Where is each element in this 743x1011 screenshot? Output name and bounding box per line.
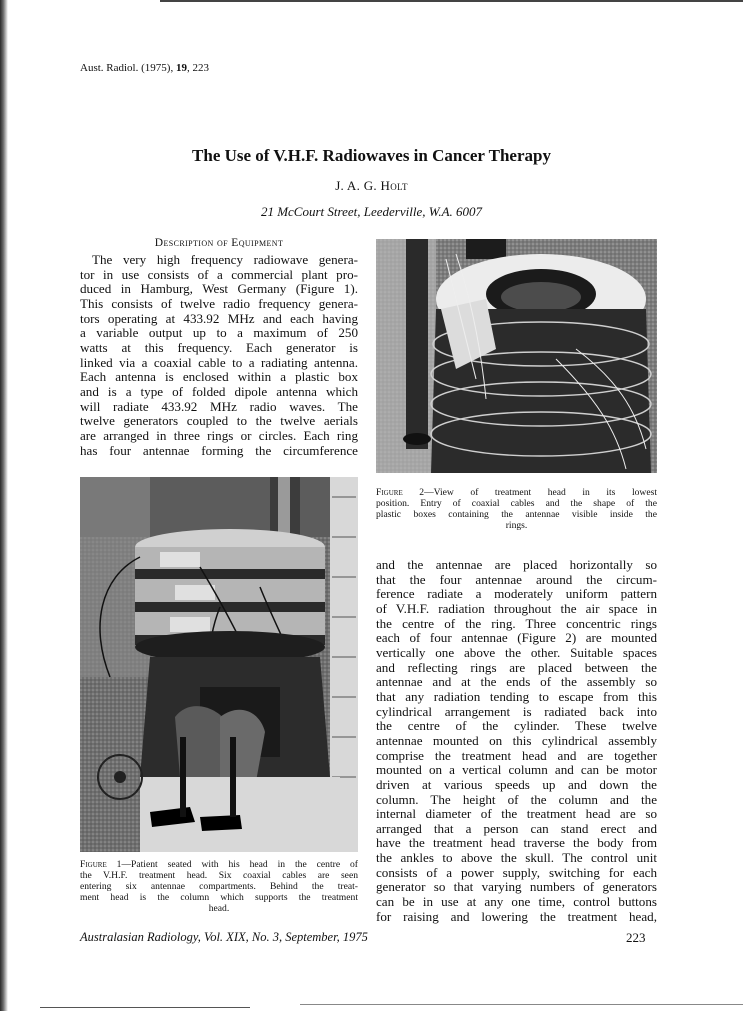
text-line: vertically one above the other. Suitable spaces (376, 644, 657, 660)
body-text-right-column (376, 558, 657, 924)
text-line: will radiate 433.92 MHz radio waves. The (80, 398, 358, 414)
section-heading: Description of Equipment (154, 237, 284, 249)
caption-line: the V.H.F. treatment head. Six coaxial cables are seen (80, 870, 358, 881)
caption-line: ment head is the column which supports the treatment (80, 892, 358, 903)
text-line: internal diameter of the treatment head are so (376, 806, 657, 822)
text-line: The very high frequency radiowave genera- (92, 252, 358, 267)
text-line: tor in use consists of a commercial plant pro- (80, 266, 358, 282)
text-line: has four antennae forming the circumference (80, 442, 358, 458)
text-line: consists of a power supply, switching for each (376, 864, 657, 880)
text-line: tors operating at 433.92 MHz and each having (80, 310, 358, 326)
text-line: ference radiate a moderately uniform pattern (376, 586, 657, 602)
journal-citation: Aust. Radiol. (1975), 19, 223 (80, 62, 209, 74)
text-line: arranged that a person can stand erect and (376, 820, 657, 836)
journal-footer: Australasian Radiology, Vol. XIX, No. 3, September, 1975 (80, 930, 368, 944)
caption-text: —View of treatment head in its lowest (424, 487, 657, 498)
text-line: watts at this frequency. Each generator is (80, 339, 358, 355)
text-line: a variable output up to a maximum of 250 (80, 325, 358, 341)
scan-bottom-edge-line (300, 1004, 743, 1005)
body-text-left-column (80, 253, 358, 458)
text-line: Each antenna is enclosed within a plastic box (80, 369, 358, 385)
caption-line: plastic boxes containing the antennae visible inside the (376, 509, 657, 520)
scan-top-edge-line (160, 0, 743, 2)
text-line: cylindrical arrangement is radiated back into (376, 703, 657, 719)
text-line: for raising and lowering the treatment head, (376, 908, 657, 924)
article-title: The Use of V.H.F. Radiowaves in Cancer Therapy (192, 146, 551, 165)
text-line: linked via a coaxial cable to a radiating antenna. (80, 354, 358, 370)
text-line: comprise the treatment head and are together (376, 747, 657, 763)
text-line: antennae mounted on this cylindrical assembly (376, 732, 657, 748)
text-line: have the treatment head traverse the body from (376, 835, 657, 851)
caption-text: —Patient seated with his head in the centre of (121, 859, 358, 870)
text-line: can be in use at any one time, control buttons (376, 894, 657, 910)
scan-bottom-edge-line (40, 1007, 250, 1008)
caption-line: rings. (505, 520, 528, 531)
text-line: and the antennae are placed horizontally so (376, 557, 657, 572)
figure-2-caption (376, 487, 657, 531)
figure-1-caption (80, 859, 358, 914)
text-line: the centre of the cylinder. These twelve (376, 718, 657, 734)
figure-label: Figure 2 (376, 487, 425, 498)
text-line: duced in Hamburg, West Germany (Figure 1). (80, 281, 358, 297)
text-line: the centre of the ring. Three concentric rings (376, 615, 657, 631)
text-line: and reflecting rings are placed between the (376, 659, 657, 675)
author-address: 21 McCourt Street, Leederville, W.A. 6007 (260, 204, 483, 219)
text-line: mounted on a vertical column and can be motor (376, 762, 657, 778)
text-line: that any radiation tending to escape from this (376, 688, 657, 704)
caption-line (80, 859, 358, 870)
text-line: each of four antennae (Figure 2) are mounted (376, 630, 657, 646)
caption-line: head. (208, 903, 230, 914)
page-number: 223 (626, 930, 646, 945)
text-line: and is a type of folded dipole antenna which (80, 383, 358, 399)
figure-label: Figure 1 (80, 859, 122, 870)
text-line: that the four antennae around the circum- (376, 571, 657, 587)
text-line: column. The height of the column and the (376, 791, 657, 807)
article-author: J. A. G. Holt (335, 178, 408, 193)
caption-line (376, 487, 657, 498)
figure-2-photograph (376, 239, 657, 473)
text-line: twelve generators coupled to the twelve aerials (80, 413, 358, 429)
text-line: the ankles to above the skull. The control unit (376, 850, 657, 866)
text-line: of V.H.F. radiation throughout the air space in (376, 600, 657, 616)
caption-line: entering six antennae compartments. Behind the treat- (80, 881, 358, 892)
text-line: generator so that varying numbers of generators (376, 879, 657, 895)
text-line: driven at various speeds up and down the (376, 776, 657, 792)
figure-1-photograph (80, 477, 358, 852)
text-line: This consists of twelve radio frequency genera- (80, 295, 358, 311)
text-line: antennae and at the ends of the assembly so (376, 674, 657, 690)
text-line: are arranged in three rings or circles. Each ring (80, 427, 358, 443)
caption-line: position. Entry of coaxial cables and the shape of the (376, 498, 657, 509)
